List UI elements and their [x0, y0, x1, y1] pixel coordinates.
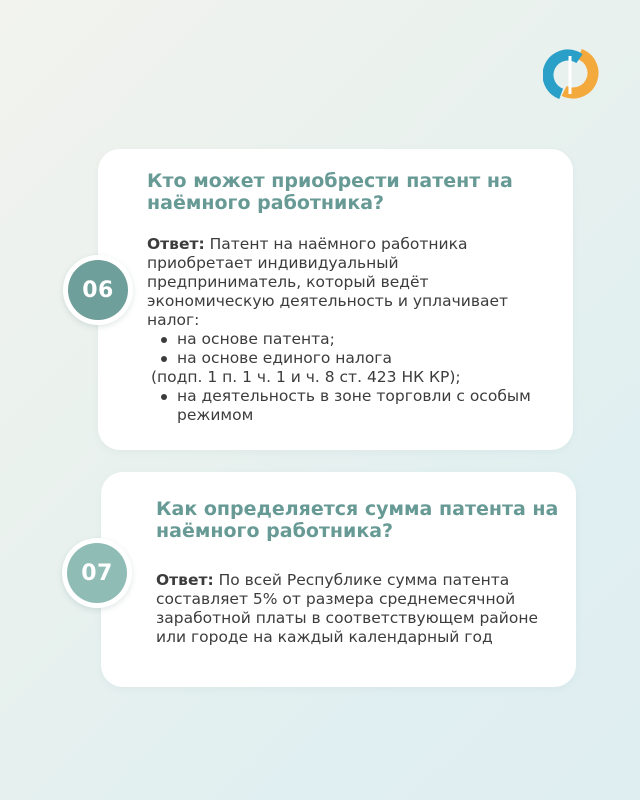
answer-text: Патент на наёмного работника приобретает индивидуальный предприниматель, который ведёт экономическую деятельность и уплачивает налог:: [147, 235, 509, 329]
question-title-06: Кто может приобрести патент на наёмного работника?: [147, 170, 513, 214]
answer-label: Ответ:: [156, 571, 214, 589]
number-badge-label: 07: [67, 543, 127, 603]
answer-paragraph: [156, 571, 556, 647]
question-title-07: Как определяется сумма патента на наёмного работника?: [156, 498, 559, 542]
bullet-item: на деятельность в зоне торговли с особым режимом: [147, 387, 547, 425]
answer-06: [147, 235, 547, 425]
answer-07: [156, 571, 556, 647]
law-reference-note: (подп. 1 п. 1 ч. 1 и ч. 8 ст. 423 НК КР);: [151, 368, 461, 386]
brand-logo-icon: [543, 44, 599, 102]
bullet-item: на основе патента;: [147, 330, 547, 349]
number-badge-label: 06: [68, 260, 128, 320]
answer-text: По всей Республике сумма патента составляет 5% от размера среднемесячной заработной платы в соответствующем районе или городе на каждый календарный год: [156, 571, 539, 646]
answer-bullet-list: [147, 330, 547, 368]
bullet-item: на основе единого налога: [147, 349, 547, 368]
answer-paragraph: [147, 235, 547, 330]
answer-label: Ответ:: [147, 235, 205, 253]
number-badge-07: [62, 538, 132, 608]
answer-bullet-list: [147, 387, 547, 425]
number-badge-06: [63, 255, 133, 325]
